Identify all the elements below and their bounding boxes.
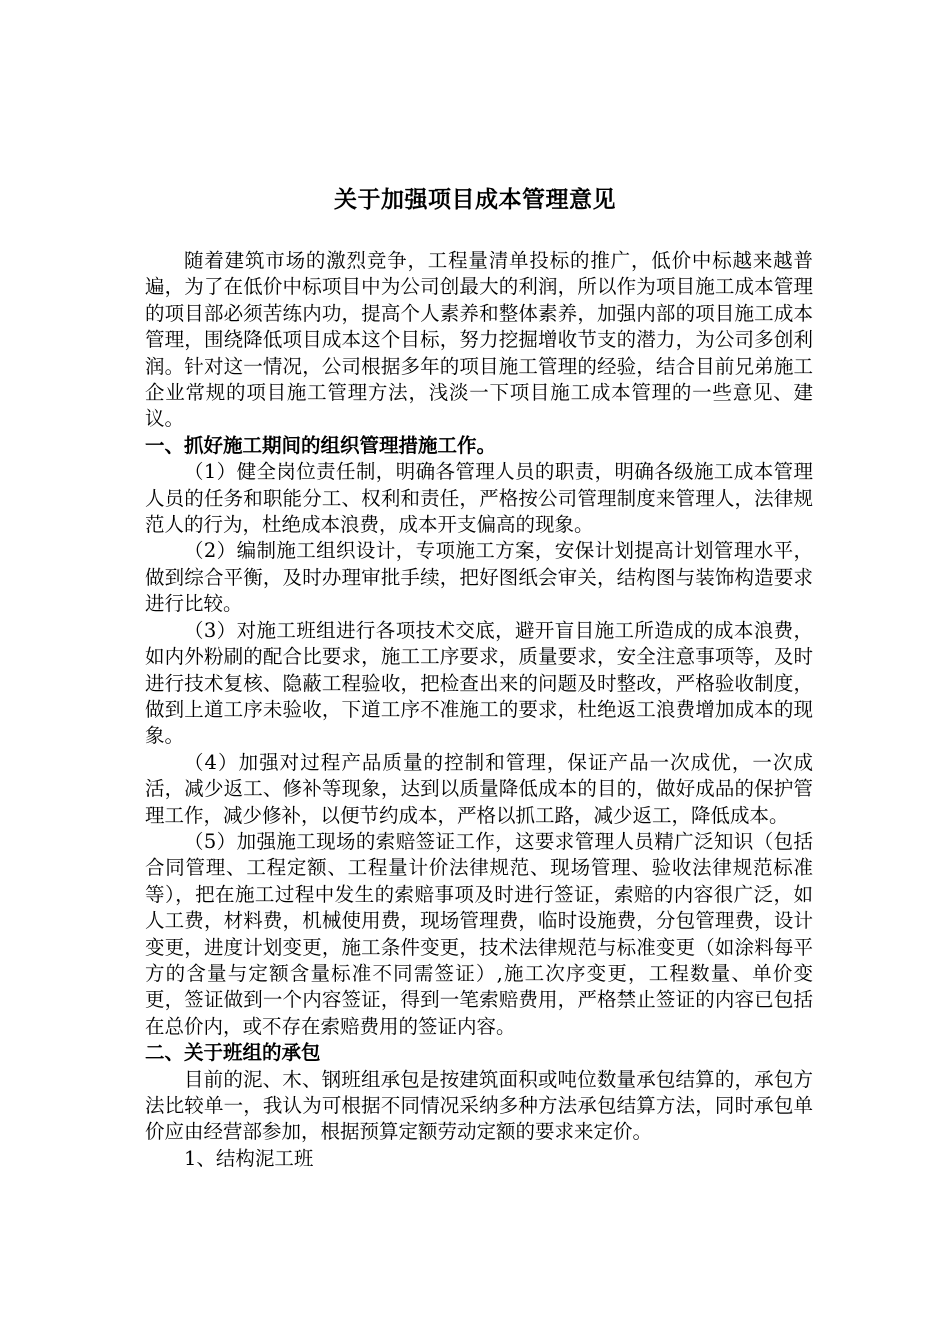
section-1-item-5: （5）加强施工现场的索赔签证工作，这要求管理人员精广泛知识（包括合同管理、工程定额、工程量计价法律规范、现场管理、验收法律规范标准等），把在施工过程中发生的索赔事项及时进行签证，索赔的内容很广泛，如人工费，材料费，机械使用费，现场管理费，临时设施费，分包管理费，设计变更，进度计划变更，施工条件变更，技术法律规范与标准变更（如涂料每平方的含量与定额含量标准不同需签证）,施工次序变更，工程数量、单价变更，签证做到一个内容签证，得到一笔索赔费用，严格禁止签证的内容已包括在总价内，或不存在索赔费用的签证内容。 (145, 829, 813, 1038)
section-2-paragraph: 目前的泥、木、钢班组承包是按建筑面积或吨位数量承包结算的，承包方法比较单一，我认为可根据不同情况采纳多种方法承包结算方法，同时承包单价应由经营部参加，根据预算定额劳动定额的要求来定价。 (145, 1067, 813, 1144)
document-title: 关于加强项目成本管理意见 (334, 186, 616, 213)
intro-paragraph: 随着建筑市场的激烈竞争，工程量清单投标的推广，低价中标越来越普遍，为了在低价中标项目中为公司创最大的利润，所以作为项目施工成本管理的项目部必须苦练内功，提高个人素养和整体素养，加强内部的项目施工成本管理，围绕降低项目成本这个目标，努力挖掘增收节支的潜力，为公司多创利润。针对这一情况，公司根据多年的项目施工管理的经验，结合目前兄弟施工企业常规的项目施工管理方法，浅淡一下项目施工成本管理的一些意见、建议。 (145, 249, 813, 431)
document-body (145, 248, 813, 1172)
section-2-heading: 二、关于班组的承包 (145, 1041, 321, 1065)
section-2-subitem: 1、结构泥工班 (184, 1146, 314, 1170)
section-1-item-1: （1）健全岗位责任制，明确各管理人员的职责，明确各级施工成本管理人员的任务和职能分工、权利和责任，严格按公司管理制度来管理人，法律规范人的行为，杜绝成本浪费，成本开支偏高的现象。 (145, 460, 813, 537)
section-1-item-3: （3）对施工班组进行各项技术交底，避开盲目施工所造成的成本浪费，如内外粉刷的配合比要求，施工工序要求，质量要求，安全注意事项等，及时进行技术复核、隐蔽工程验收，把检查出来的问题及时整改，严格验收制度，做到上道工序未验收，下道工序不准施工的要求，杜绝返工浪费增加成本的现象。 (145, 618, 813, 748)
section-1-item-4: （4）加强对过程产品质量的控制和管理，保证产品一次成优，一次成活，减少返工、修补等现象，达到以质量降低成本的目的，做好成品的保护管理工作，减少修补，以便节约成本，严格以抓工路，减少返工，降低成本。 (145, 750, 813, 827)
section-1-item-2: （2）编制施工组织设计，专项施工方案，安保计划提高计划管理水平，做到综合平衡，及时办理审批手续，把好图纸会审关，结构图与装饰构造要求进行比较。 (145, 539, 813, 616)
section-1-heading: 一、抓好施工期间的组织管理措施工作。 (145, 433, 497, 457)
